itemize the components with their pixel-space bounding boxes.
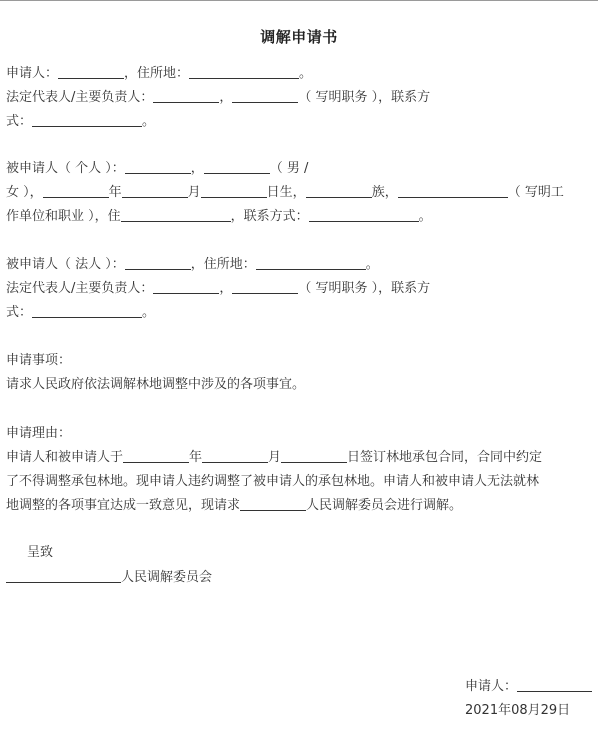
comma: ， — [190, 161, 204, 176]
committee-blank[interactable] — [240, 498, 306, 511]
rep-name-blank[interactable] — [153, 90, 219, 103]
signature-label: 申请人： — [465, 679, 518, 694]
reason-text: 申请人和被申请人于 — [6, 450, 124, 465]
contact-label: ，联系方式： — [230, 209, 309, 224]
birth-month-blank[interactable] — [122, 185, 188, 198]
year-label: 年 — [108, 185, 122, 200]
birth-year-blank[interactable] — [43, 185, 109, 198]
respondent-legal-contact-line — [6, 305, 155, 321]
month-label: 月 — [187, 185, 201, 200]
applicant-rep-line — [6, 90, 430, 106]
reason-heading: 申请理由： — [6, 426, 72, 441]
respondent-person-label: 被申请人（ 个人 ）： — [6, 161, 125, 176]
duty-note: （ 写明职务 ），联系方 — [298, 281, 431, 296]
applicant-address-blank[interactable] — [189, 66, 299, 79]
born-label: 日生， — [266, 185, 306, 200]
comma: ， — [219, 90, 233, 105]
respondent-legal-name-blank[interactable] — [125, 257, 191, 270]
signature-line — [465, 679, 592, 695]
applicant-contact-line — [6, 114, 155, 130]
period: 。 — [418, 209, 432, 224]
ethnicity-blank[interactable] — [306, 185, 372, 198]
applicant-label: 申请人： — [6, 66, 59, 81]
contact-label: 式： — [6, 305, 33, 320]
work-blank[interactable] — [398, 185, 508, 198]
residence-blank[interactable] — [121, 209, 231, 222]
gender-option: （ 男 / — [269, 161, 309, 176]
birth-day-blank[interactable] — [201, 185, 267, 198]
signature-date: 2021年08月29日 — [465, 703, 571, 718]
rep-duty-blank[interactable] — [232, 281, 298, 294]
respondent-person-line-3 — [6, 209, 432, 225]
rep-duty-blank[interactable] — [232, 90, 298, 103]
respondent-person-line-2 — [6, 185, 564, 201]
month-label: 月 — [268, 450, 282, 465]
work-note-close: 作单位和职业 ），住 — [6, 209, 121, 224]
committee-label: 人民调解委员会 — [121, 570, 213, 585]
sign-year-blank[interactable] — [123, 450, 189, 463]
period: 。 — [142, 305, 156, 320]
rep-label: 法定代表人/主要负责人： — [6, 281, 154, 296]
respondent-person-line-1 — [6, 161, 308, 177]
respondent-contact-blank[interactable] — [309, 209, 419, 222]
respondent-legal-line-1 — [6, 257, 379, 273]
page-title: 调解申请书 — [260, 28, 338, 46]
recipient-line — [6, 570, 212, 586]
matter-heading: 申请事项： — [6, 353, 72, 368]
respondent-name-blank[interactable] — [125, 161, 191, 174]
period: 。 — [365, 257, 379, 272]
matter-text: 请求人民政府依法调解林地调整中涉及的各项事宜。 — [6, 377, 306, 392]
reason-text: 日签订林地承包合同，合同中约定 — [347, 450, 543, 465]
salutation: 呈致 — [27, 545, 54, 560]
applicant-name-blank[interactable] — [58, 66, 124, 79]
top-divider — [0, 0, 598, 1]
gender-option-close: 女 ）， — [6, 185, 43, 200]
period: 。 — [299, 66, 313, 81]
year-label: 年 — [189, 450, 203, 465]
signature-blank[interactable] — [517, 679, 592, 692]
respondent-legal-address-blank[interactable] — [256, 257, 366, 270]
reason-line-2: 了不得调整承包林地。现申请人违约调整了被申请人的承包林地。申请人和被申请人无法就林 — [6, 474, 540, 489]
comma: ， — [219, 281, 233, 296]
applicant-line — [6, 66, 312, 82]
reason-text: 人民调解委员会进行调解。 — [306, 498, 463, 513]
reason-text: 地调整的各项事宜达成一致意见，现请求 — [6, 498, 241, 513]
rep-label: 法定代表人/主要负责人： — [6, 90, 154, 105]
address-label: ，住所地： — [124, 66, 190, 81]
rep-name-blank[interactable] — [153, 281, 219, 294]
duty-note: （ 写明职务 ），联系方 — [298, 90, 431, 105]
period: 。 — [142, 114, 156, 129]
address-label: ，住所地： — [190, 257, 256, 272]
respondent-legal-rep-line — [6, 281, 430, 297]
respondent-legal-label: 被申请人（ 法人 ）： — [6, 257, 125, 272]
recipient-committee-blank[interactable] — [6, 570, 121, 583]
sign-month-blank[interactable] — [202, 450, 268, 463]
applicant-contact-blank[interactable] — [32, 114, 142, 127]
respondent-legal-contact-blank[interactable] — [32, 305, 142, 318]
respondent-field-blank[interactable] — [204, 161, 270, 174]
contact-label: 式： — [6, 114, 33, 129]
sign-day-blank[interactable] — [281, 450, 347, 463]
work-note: （ 写明工 — [507, 185, 564, 200]
reason-line-3 — [6, 498, 462, 514]
reason-line-1 — [6, 450, 542, 466]
ethnicity-label: 族， — [371, 185, 398, 200]
